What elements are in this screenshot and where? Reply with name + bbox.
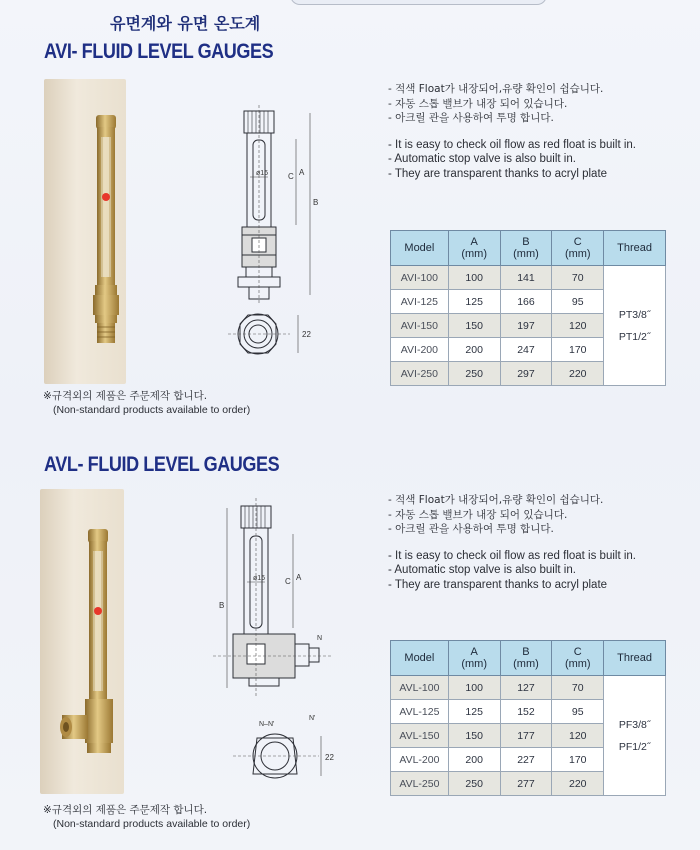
avl-row2-c: 95 [552,700,604,724]
avi-row1-c: 70 [552,266,604,290]
avl-row5-b: 277 [500,772,552,796]
avi-col-b-unit: (mm) [513,248,539,260]
avi-features [388,82,636,181]
avi-section-title: AVI- FLUID LEVEL GAUGES [44,40,274,63]
avi-row5-b: 297 [500,362,552,386]
avl-col-b [500,641,552,676]
table-row [391,676,666,700]
avl-feature-en-2: - Automatic stop valve is also built in. [388,564,576,576]
avl-row5-c: 220 [552,772,604,796]
page-title: 유면계와 유면 온도계 [110,14,261,33]
avl-thread-cell [604,676,666,796]
avl-row4-model: AVL-200 [391,748,449,772]
avl-custom-order-note [43,803,250,831]
avl-product-photo [40,489,124,794]
avi-technical-drawing [228,105,328,370]
avi-product-photo [44,79,126,384]
top-tab-strip [0,0,700,8]
avi-row4-c: 170 [552,338,604,362]
avi-col-b-label: B [522,236,530,248]
avl-dim-b-label: B [219,601,225,610]
avi-col-a-unit: (mm) [461,248,487,260]
avi-row2-b: 166 [500,290,552,314]
avl-col-a-unit: (mm) [461,658,487,670]
avl-technical-drawing [213,498,343,788]
avl-col-thread: Thread [604,641,666,676]
avl-row3-model: AVL-150 [391,724,449,748]
avi-row5-model: AVI-250 [391,362,449,386]
avi-col-b [500,231,552,266]
avi-col-a-label: A [470,236,478,248]
avl-section-title: AVL- FLUID LEVEL GAUGES [44,453,280,476]
avi-row3-model: AVI-150 [391,314,449,338]
avi-row5-a: 250 [448,362,500,386]
avl-dim-phi-label: ø16 [253,575,266,582]
avi-table-header-row [391,231,666,266]
avl-row1-c: 70 [552,676,604,700]
avi-note-ko: ※규격외의 제품은 주문제작 합니다. [43,390,208,402]
avi-dim-22-label: 22 [302,330,311,339]
avi-spec-table [390,230,666,386]
avi-feature-en-3: - They are transparent thanks to acryl plate [388,167,608,180]
avi-row5-c: 220 [552,362,604,386]
avl-col-model: Model [391,641,449,676]
avi-row2-c: 95 [552,290,604,314]
avi-row4-model: AVI-200 [391,338,449,362]
avi-row2-a: 125 [448,290,500,314]
avi-row2-model: AVI-125 [391,290,449,314]
avi-row4-a: 200 [448,338,500,362]
avi-col-c-unit: (mm) [564,248,591,260]
avi-row3-a: 150 [448,314,500,338]
avi-thread-1: PT3/8˝ [618,308,651,321]
avi-row1-model: AVI-100 [391,266,449,290]
avl-row1-b: 127 [500,676,552,700]
avl-col-a-label: A [470,646,478,658]
avl-row4-b: 227 [500,748,552,772]
avl-thread-2: PF1/2˝ [618,740,651,753]
avi-row3-b: 197 [500,314,552,338]
avi-dim-phi-label: ø16 [256,170,269,177]
avl-col-b-unit: (mm) [513,658,539,670]
avl-section-n-label: N [317,635,323,642]
avl-note-en: (Non-standard products available to order) [53,818,251,830]
avl-gauge-image [40,489,124,794]
avi-feature-ko-1: - 적색 Float가 내장되어,유량 확인이 쉽습니다. [388,83,604,95]
avl-dim-a-label: A [296,573,302,582]
avi-thread-cell [604,266,666,386]
avi-row1-b: 141 [500,266,552,290]
avl-row1-model: AVL-100 [391,676,449,700]
table-row [391,266,666,290]
avl-feature-en-3: - They are transparent thanks to acryl plate [388,578,608,591]
avl-spec-table [390,640,666,796]
avi-feature-ko-2: - 자동 스톱 밸브가 내장 되어 있습니다. [388,97,568,110]
avl-row4-a: 200 [448,748,500,772]
avi-dim-c-label: C [288,172,294,181]
avi-row4-b: 247 [500,338,552,362]
avi-feature-en-2: - Automatic stop valve is also built in. [388,153,576,165]
avi-feature-en-1: - It is easy to check oil flow as red float is built in. [388,138,636,151]
avi-col-c [552,231,604,266]
avl-features [388,493,636,592]
avl-dim-c-label: C [285,577,291,586]
avl-table-header-row [391,641,666,676]
top-tab [290,0,547,5]
avl-col-c-unit: (mm) [564,658,591,670]
avi-thread-2: PT1/2˝ [618,330,651,343]
avl-row3-a: 150 [448,724,500,748]
avi-custom-order-note [43,389,250,417]
avl-row5-a: 250 [448,772,500,796]
avi-gauge-image [44,79,126,384]
avl-row2-model: AVL-125 [391,700,449,724]
avl-row3-c: 120 [552,724,604,748]
avi-row1-a: 100 [448,266,500,290]
avl-thread-1: PF3/8˝ [618,718,651,731]
avl-dim-22-label: 22 [325,753,334,762]
avl-row1-a: 100 [448,676,500,700]
avi-note-en: (Non-standard products available to order) [53,404,251,416]
avl-row2-b: 152 [500,700,552,724]
avl-feature-ko-1: - 적색 Float가 내장되어,유량 확인이 쉽습니다. [388,494,604,506]
avl-col-a [448,641,500,676]
avl-section-nn-label: N–N' [259,721,275,728]
avl-row5-model: AVL-250 [391,772,449,796]
avi-dim-a-label: A [299,168,305,177]
avl-row3-b: 177 [500,724,552,748]
avl-note-ko: ※규격외의 제품은 주문제작 합니다. [43,804,208,816]
avi-col-model: Model [391,231,449,266]
avl-feature-ko-2: - 자동 스톱 밸브가 내장 되어 있습니다. [388,508,568,521]
avi-col-a [448,231,500,266]
avi-row3-c: 120 [552,314,604,338]
avl-col-c [552,641,604,676]
avi-feature-ko-3: - 아크릴 관을 사용하여 투명 합니다. [388,112,554,124]
avi-col-c-label: C [573,236,582,248]
avl-col-b-label: B [522,646,530,658]
avl-section-np-label: N' [309,715,316,722]
avi-dim-b-label: B [313,198,319,207]
avl-feature-en-1: - It is easy to check oil flow as red float is built in. [388,549,636,562]
avl-row4-c: 170 [552,748,604,772]
avl-row2-a: 125 [448,700,500,724]
avi-col-thread: Thread [604,231,666,266]
avl-col-c-label: C [573,646,582,658]
avl-feature-ko-3: - 아크릴 관을 사용하여 투명 합니다. [388,523,554,535]
